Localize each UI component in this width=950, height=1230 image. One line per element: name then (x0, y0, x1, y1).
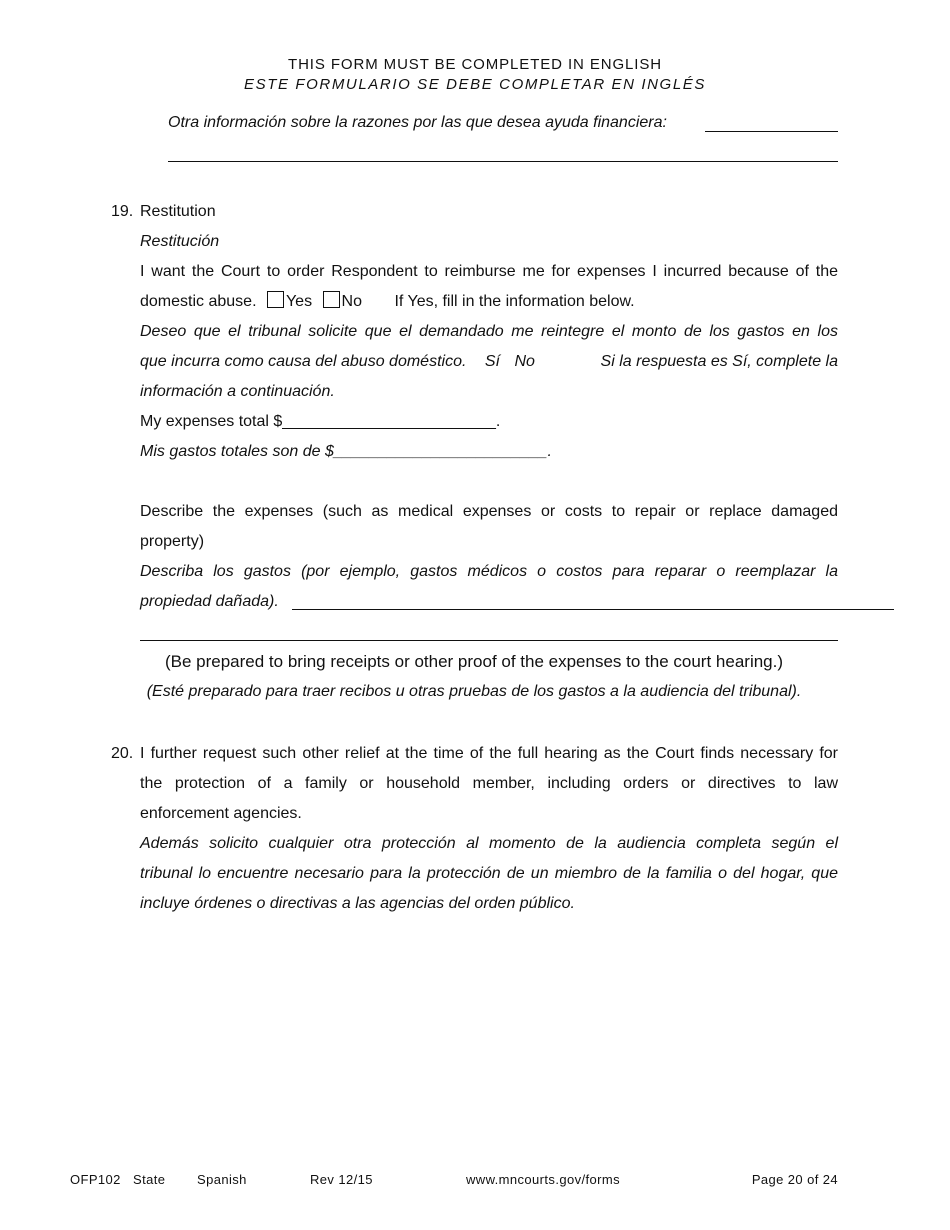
form-header-spanish: ESTE FORMULARIO SE DEBE COMPLETAR EN INGLÉS (244, 76, 706, 93)
describe-expenses-spanish-line-2: propiedad dañada). (140, 593, 279, 610)
no-checkbox[interactable] (323, 291, 340, 308)
receipts-note: (Be prepared to bring receipts or other proof of the expenses to the court hearing.) (164, 652, 784, 671)
yes-label: Yes (285, 293, 313, 310)
footer-type: State (133, 1172, 166, 1187)
si-label: Sí (484, 353, 500, 370)
restitution-request-spanish-b: Si la respuesta es Sí, complete la (600, 353, 838, 370)
footer-form-id: OFP102 (70, 1172, 121, 1187)
yes-checkbox[interactable] (267, 291, 284, 308)
restitution-request-line-2 (140, 287, 635, 317)
describe-expenses-field-line-1[interactable] (292, 609, 894, 610)
describe-expenses-line-1: Describe the expenses (such as medical expenses or costs to repair or replace damaged (140, 503, 838, 520)
item-20-line-2: the protection of a family or household member, including orders or directives to law (140, 775, 838, 792)
restitution-request-spanish-a: que incurra como causa del abuso doméstico. (140, 353, 467, 370)
other-info-field-line-1[interactable] (705, 131, 838, 132)
item-19-title: Restitution (140, 203, 216, 220)
item-20-line-3: enforcement agencies. (140, 805, 302, 822)
item-19-number: 19. (111, 203, 134, 220)
describe-expenses-spanish-line-1: Describa los gastos (por ejemplo, gastos médicos o costos para reparar o reemplazar la (140, 563, 838, 580)
restitution-request-line-1: I want the Court to order Respondent to reimburse me for expenses I incurred because of the (140, 263, 838, 280)
other-info-label: Otra información sobre la razones por las que desea ayuda financiera: (168, 114, 667, 131)
restitution-request-spanish-line-2 (140, 347, 838, 377)
form-header-english: THIS FORM MUST BE COMPLETED IN ENGLISH (288, 56, 662, 73)
item-20-spanish-line-1: Además solicito cualquier otra protección al momento de la audiencia completa según el (140, 835, 838, 852)
expenses-total-field[interactable]: My expenses total $________________________. (140, 413, 501, 430)
item-20-spanish-line-2: tribunal lo encuentre necesario para la protección de un miembro de la familia o del hogar, que (140, 865, 838, 882)
expenses-total-field-spanish[interactable]: Mis gastos totales son de $________________________. (140, 443, 552, 460)
if-yes-instruction: If Yes, fill in the information below. (394, 293, 635, 310)
footer-page-number: Page 20 of 24 (751, 1172, 838, 1187)
item-20-number: 20. (111, 745, 134, 762)
restitution-request-prefix: domestic abuse. (140, 293, 257, 310)
describe-expenses-line-2: property) (140, 533, 205, 550)
item-20-line-1: I further request such other relief at the time of the full hearing as the Court finds necessary for (140, 745, 838, 762)
describe-expenses-field-line-2[interactable] (140, 640, 838, 641)
item-20-spanish-line-3: incluye órdenes o directivas a las agencias del orden público. (140, 895, 575, 912)
footer-revision: Rev 12/15 (310, 1172, 373, 1187)
restitution-request-spanish-line-3: información a continuación. (140, 383, 335, 400)
other-info-field-line-2[interactable] (168, 161, 838, 162)
no-label-spanish: No (514, 353, 535, 370)
item-19-title-spanish: Restitución (140, 233, 220, 250)
footer-url: www.mncourts.gov/forms (466, 1172, 621, 1187)
footer-language: Spanish (197, 1172, 247, 1187)
receipts-note-spanish: (Esté preparado para traer recibos u otras pruebas de los gastos a la audiencia del tribunal). (146, 683, 802, 700)
restitution-request-spanish-line-1: Deseo que el tribunal solicite que el demandado me reintegre el monto de los gastos en los (140, 323, 838, 340)
no-label: No (341, 293, 362, 310)
